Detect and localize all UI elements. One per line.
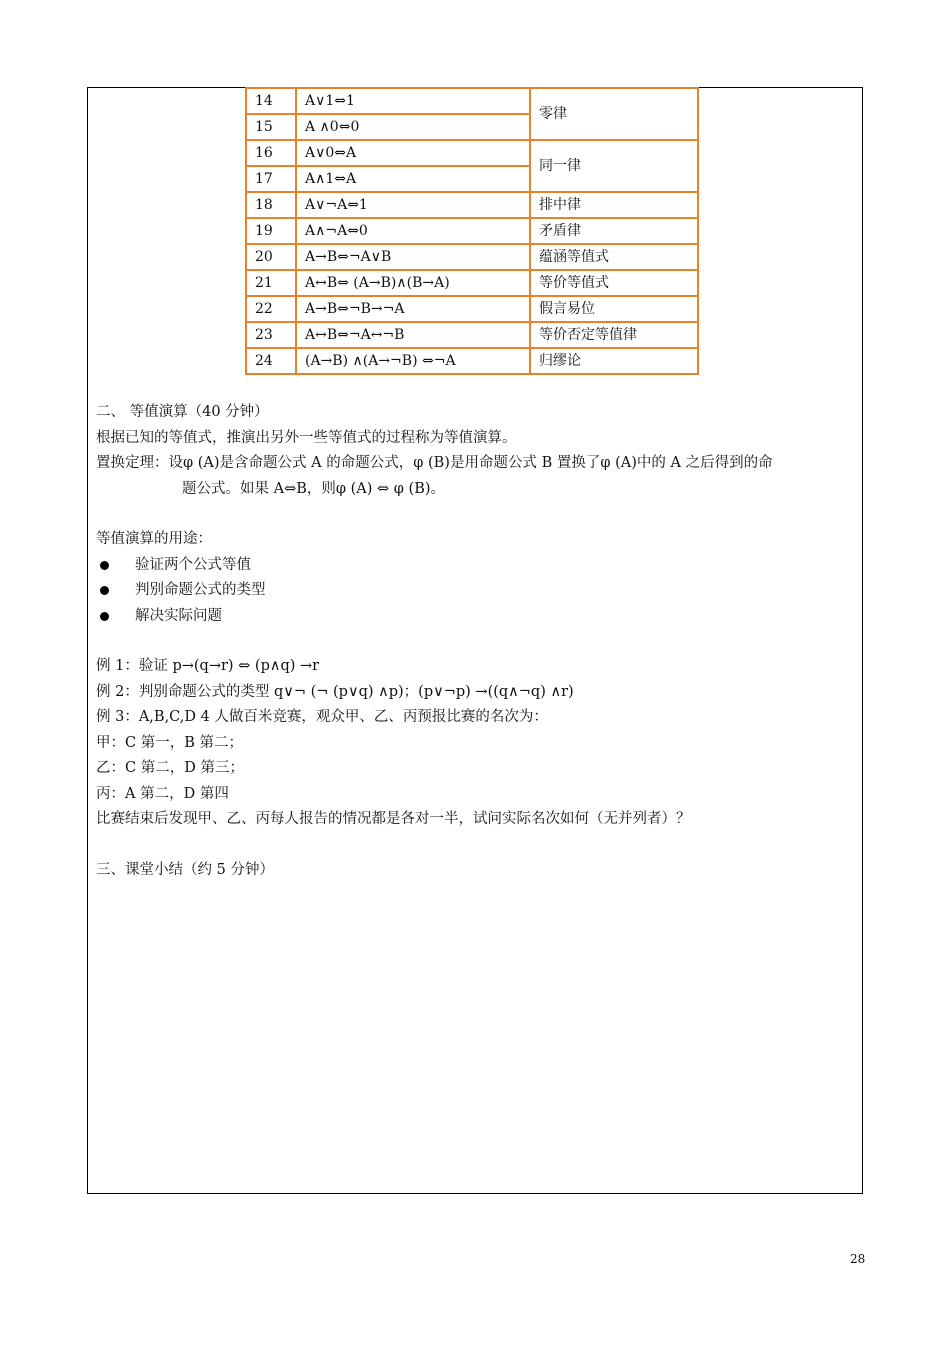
formula-cell: A∧1⇔A — [296, 166, 530, 192]
example-line: 甲：C 第一，B 第二； — [96, 734, 243, 751]
row-number: 14 — [246, 88, 296, 114]
row-number: 17 — [246, 166, 296, 192]
example-line: 丙：A 第二，D 第四 — [96, 785, 229, 802]
row-number: 15 — [246, 114, 296, 140]
table-row — [246, 192, 698, 218]
law-name-cell: 排中律 — [530, 192, 698, 218]
row-number: 23 — [246, 322, 296, 348]
law-name-cell: 归缪论 — [530, 348, 698, 374]
table-row — [246, 296, 698, 322]
section-heading: 三、课堂小结（约 5 分钟） — [96, 861, 274, 878]
list-item: 判别命题公式的类型 — [96, 578, 856, 604]
formula-cell: A∨1⇔1 — [296, 88, 530, 114]
row-number: 18 — [246, 192, 296, 218]
row-number: 24 — [246, 348, 296, 374]
row-number: 21 — [246, 270, 296, 296]
formula-cell: A∨¬A⇔1 — [296, 192, 530, 218]
row-number: 16 — [246, 140, 296, 166]
formula-cell: A ∧0⇔0 — [296, 114, 530, 140]
formula-cell: A→B⇔¬A∨B — [296, 244, 530, 270]
example-line: 例 3：A,B,C,D 4 人做百米竞赛，观众甲、乙、丙预报比赛的名次为： — [96, 709, 548, 725]
example-line: 例 2：判别命题公式的类型 q∨¬ (¬ (p∨q) ∧p)；(p∨¬p) →((q∧¬q) ∧r) — [96, 683, 574, 700]
list-item: 解决实际问题 — [96, 604, 856, 630]
definition-text: 根据已知的等值式，推演出另外一些等值式的过程称为等值演算。 — [96, 429, 517, 446]
list-item: 验证两个公式等值 — [96, 553, 856, 579]
table-row — [246, 218, 698, 244]
table-row — [246, 244, 698, 270]
formula-cell: A→B⇔¬B→¬A — [296, 296, 530, 322]
example-line: 比赛结束后发现甲、乙、丙每人报告的情况都是各对一半，试问实际名次如何（无并列者）？ — [96, 811, 691, 827]
theorem-text-continued: 题公式。如果 A⇔B，则φ (A) ⇔ φ (B)。 — [182, 480, 446, 497]
law-name-cell: 同一律 — [530, 140, 698, 192]
law-name-cell: 矛盾律 — [530, 218, 698, 244]
row-number: 20 — [246, 244, 296, 270]
table-row — [246, 348, 698, 374]
row-number: 22 — [246, 296, 296, 322]
bullet-icon — [100, 612, 109, 621]
law-name-cell: 等价否定等值律 — [530, 322, 698, 348]
law-name-cell: 假言易位 — [530, 296, 698, 322]
law-name-cell: 零律 — [530, 88, 698, 140]
table-row — [246, 140, 698, 166]
law-name-cell: 等价等值式 — [530, 270, 698, 296]
formula-cell: (A→B) ∧(A→¬B) ⇔¬A — [296, 348, 530, 374]
example-line: 乙：C 第二，D 第三； — [96, 760, 244, 776]
uses-title: 等值演算的用途： — [96, 531, 212, 547]
example-line: 例 1：验证 p→(q→r) ⇔ (p∧q) →r — [96, 658, 320, 674]
page-number: 28 — [850, 1252, 866, 1266]
theorem-text: 置换定理：设φ (A)是含命题公式 A 的命题公式，φ (B)是用命题公式 B 置换了φ (A)中的 A 之后得到的命 — [96, 455, 773, 471]
table-row — [246, 270, 698, 296]
lesson-content — [96, 400, 856, 883]
section-heading: 二、 等值演算（40 分钟） — [96, 404, 269, 420]
formula-cell: A∧¬A⇔0 — [296, 218, 530, 244]
table-row — [246, 322, 698, 348]
formula-cell: A↔B⇔ (A→B)∧(B→A) — [296, 270, 530, 296]
formula-cell: A∨0⇔A — [296, 140, 530, 166]
bullet-icon — [100, 561, 109, 570]
row-number: 19 — [246, 218, 296, 244]
bullet-icon — [100, 586, 109, 595]
table-row — [246, 88, 698, 114]
law-name-cell: 蕴涵等值式 — [530, 244, 698, 270]
formula-cell: A↔B⇔¬A↔¬B — [296, 322, 530, 348]
equivalence-table — [245, 87, 699, 375]
